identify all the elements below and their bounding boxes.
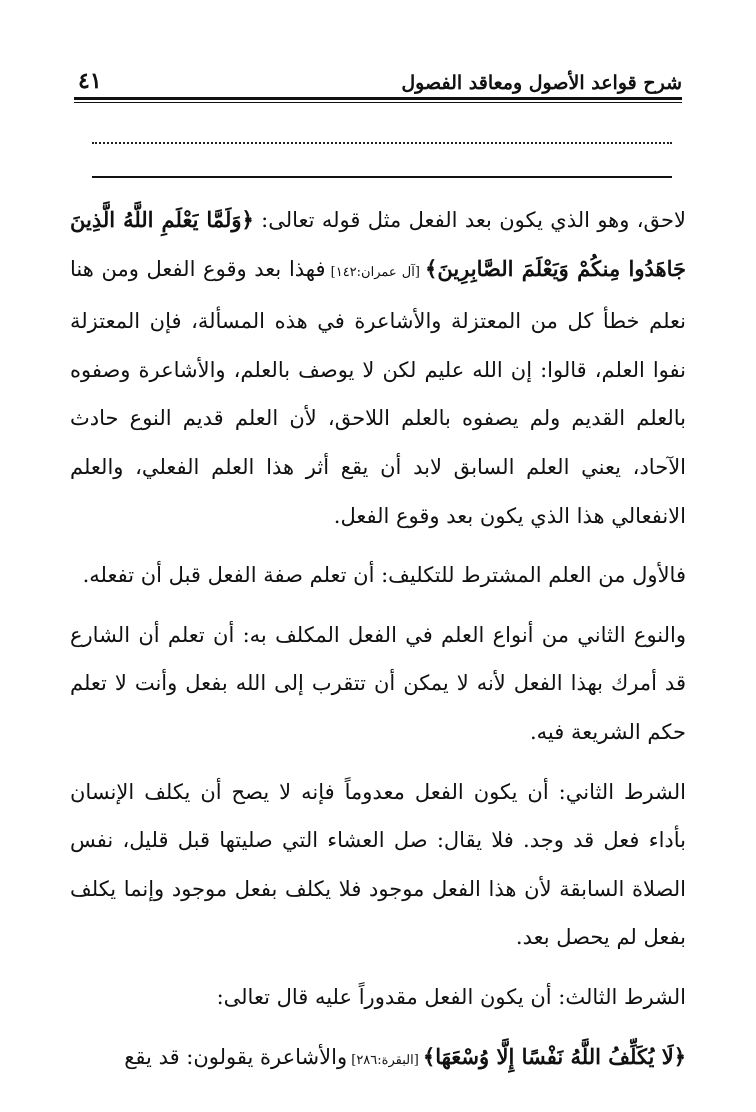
quran-verse-1: ﴿وَلَمَّا يَعْلَمِ اللَّهُ الَّذِينَ جَاهَدُوا مِنكُمْ وَيَعْلَمَ الصَّابِرِينَ﴾ [70,207,686,281]
body-text [70,196,686,1096]
quran-verse-2: ﴿لَا يُكَلِّفُ اللَّهُ نَفْسًا إِلَّا وُسْعَهَا﴾ [422,1043,686,1069]
paragraph-6 [70,1033,686,1086]
paragraph-3: والنوع الثاني من أنواع العلم في الفعل المكلف به: أن تعلم أن الشارع قد أمرك بهذا الفعل لأنه لا يمكن أن تتقرب إلى الله بفعل وأنت لا تعلم حكم الشريعة فيه. [70,622,686,744]
paragraph-4: الشرط الثاني: أن يكون الفعل معدوماً فإنه لا يصح أن يكلف الإنسان بأداء فعل قد وجد. فلا يقال: صل العشاء التي صليتها قبل قليل، نفس الصلاة السابقة لأن هذا الفعل موجود فلا يكلف بفعل موجود وإنما يكلف بفعل لم يحصل بعد. [70,779,686,950]
paragraph-1-text-a: لاحق، وهو الذي يكون بعد الفعل مثل قوله تعالى: [253,208,686,232]
paragraph-6-text: والأشاعرة يقولون: قد يقع [124,1044,348,1069]
page-header [78,64,682,94]
paragraph-5: الشرط الثالث: أن يكون الفعل مقدوراً عليه قال تعالى: [216,984,686,1009]
verse-reference-1: [آل عمران:١٤٢] [325,264,426,280]
paragraph-2: فالأول من العلم المشترط للتكليف: أن تعلم صفة الفعل قبل أن تفعله. [82,563,686,588]
header-rule-thick [74,97,682,100]
page-number: ٤١ [78,68,102,94]
running-title: شرح قواعد الأصول ومعاقد الفصول [401,72,682,94]
dotted-separator [92,142,672,144]
paragraph-1 [70,196,686,540]
paragraph-1-text-b: فهذا بعد وقوع الفعل ومن هنا نعلم خطأ كل من المعتزلة والأشاعرة في هذه المسألة، فإن المعتزلة نفوا العلم، قالوا: إن الله عليم لكن لا يوصف بالعلم، والأشاعرة وصفوه بالعلم القديم ولم يصفوه بالعلم اللاحق، لأن العلم قديم النوع حادث الآحاد، يعني العلم السابق لابد أن يقع أثر هذا العلم الفعلي، والعلم الانفعالي هذا الذي يكون بعد وقوع الفعل. [70,256,686,528]
verse-reference-2: [البقرة:٢٨٦] [347,1052,423,1068]
section-rule [92,176,672,178]
header-rule-thin [74,102,682,103]
